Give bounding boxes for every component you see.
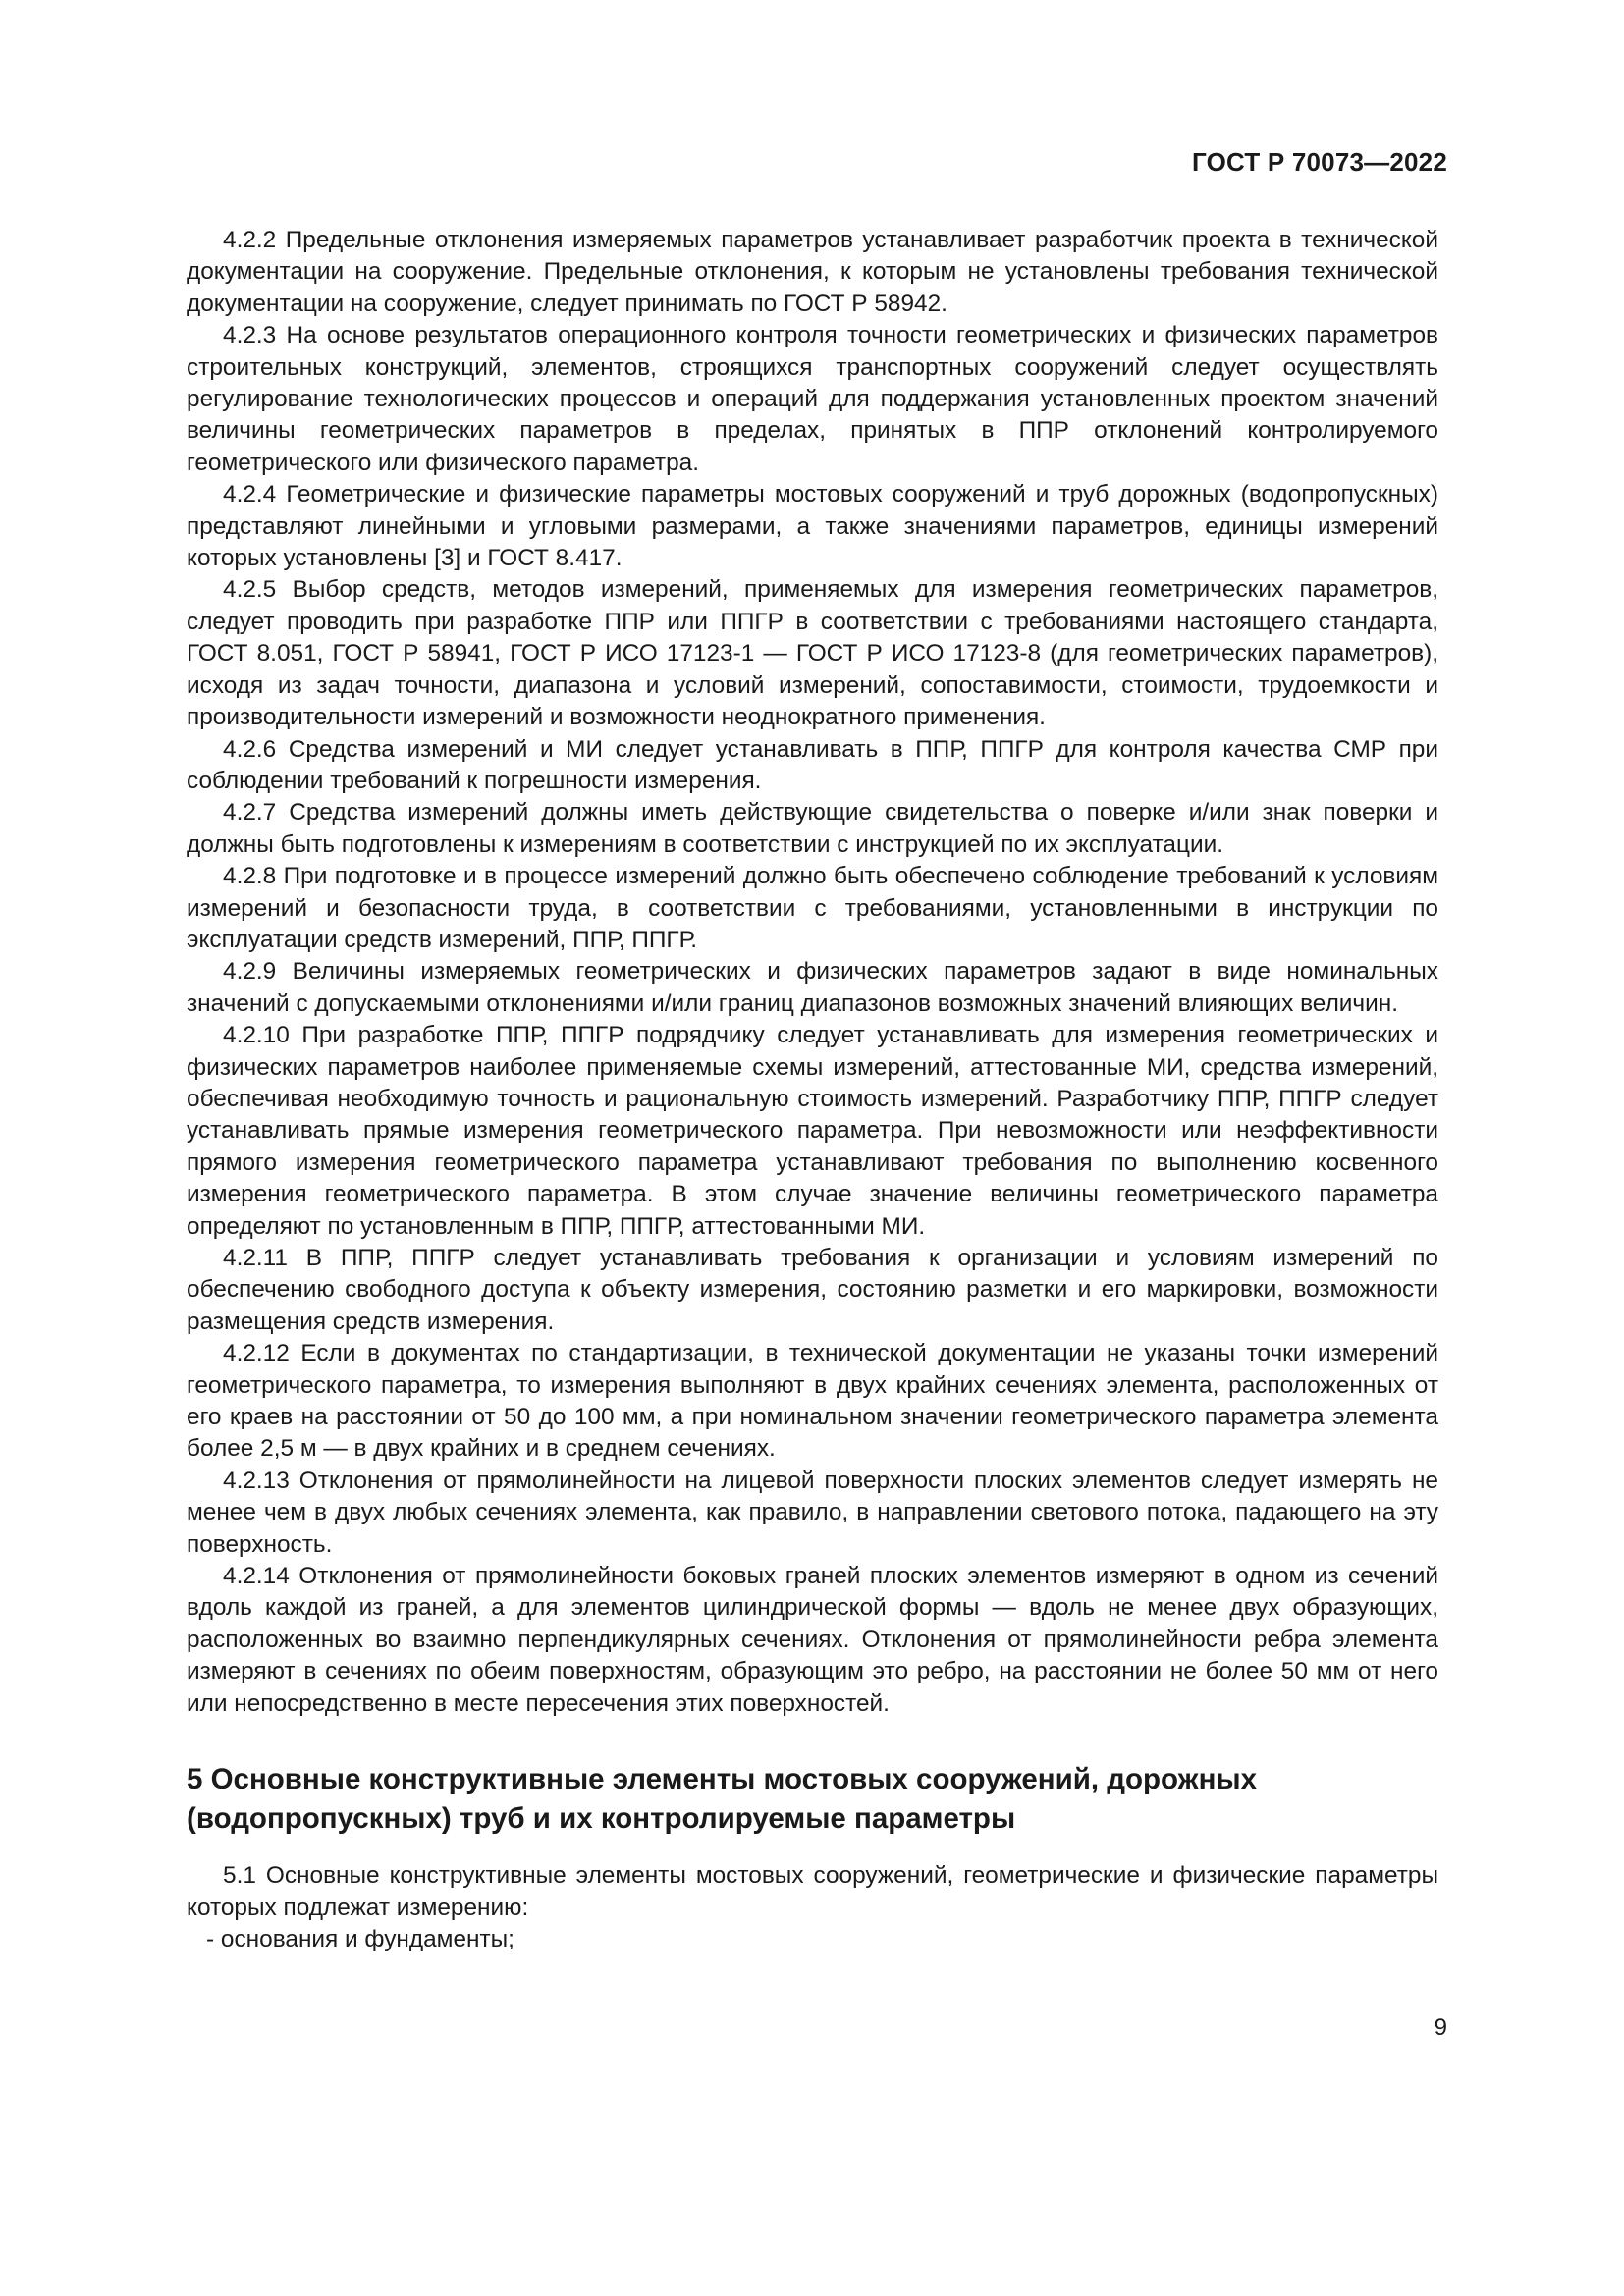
paragraph-4-2-9: 4.2.9 Величины измеряемых геометрических и физических параметров задают в виде номинальных значений с допускаемыми отклонениями и/или границ диапазонов возможных значений влияющих величин. xyxy=(187,958,1438,1017)
paragraph-4-2-8: 4.2.8 При подготовке и в процессе измерений должно быть обеспечено соблюдение требований к условиям измерений и безопасности труда, в соответствии с требованиями, установленными в инструкции по эксплуатации средств измерений, ППР, ППГР. xyxy=(187,863,1438,953)
paragraph-4-2-4: 4.2.4 Геометрические и физические параметры мостовых сооружений и труб дорожных (водопропускных) представляют линейными и угловыми размерами, а также значениями параметров, единицы измерений которых установлены [3] и ГОСТ 8.417. xyxy=(187,481,1438,572)
page-number: 9 xyxy=(1434,2014,1447,2041)
section-5-heading: 5 Основные конструктивные элементы мостовых сооружений, дорожных (водопропускных) труб и их контролируемые параметры xyxy=(187,1763,1258,1836)
paragraph-4-2-7: 4.2.7 Средства измерений должны иметь действующие свидетельства о поверке и/или знак поверки и должны быть подготовлены к измерениям в соответствии с инструкцией по их эксплуатации. xyxy=(187,799,1438,858)
list-item: - основания и фундаменты; xyxy=(206,1925,514,1952)
paragraph-4-2-11: 4.2.11 В ППР, ППГР следует устанавливать требования к организации и условиям измерений по обеспечению свободного доступа к объекту измерения, состоянию разметки и его маркировки, возможности размещения средств измерения. xyxy=(187,1245,1438,1335)
paragraph-4-2-5: 4.2.5 Выбор средств, методов измерений, применяемых для измерения геометрических параметров, следует проводить при разработке ППР или ППГР в соответствии с требованиями настоящего стандарта, ГОСТ 8.051, ГОСТ Р 58941, ГОСТ Р ИСО 17123-1 — ГОСТ Р ИСО 17123-8 (для геометрических параметров), исходя из задач точности, диапазона и условий измерений, сопоставимости, стоимости, трудоемкости и производительности измерений и возможности неоднократного применения. xyxy=(187,576,1438,731)
document-body xyxy=(187,225,1438,1955)
paragraph-5-1: 5.1 Основные конструктивные элементы мостовых сооружений, геометрические и физические параметры которых подлежат измерению: xyxy=(187,1862,1438,1921)
paragraph-4-2-3: 4.2.3 На основе результатов операционного контроля точности геометрических и физических параметров строительных конструкций, элементов, строящихся транспортных сооружений следует осуществлять регулирование технологических процессов и операций для поддержания установленных проектом значений величины геометрических параметров в пределах, принятых в ППР отклонений контролируемого геометрического или физического параметра. xyxy=(187,322,1438,476)
paragraph-4-2-2: 4.2.2 Предельные отклонения измеряемых параметров устанавливает разработчик проекта в технической документации на сооружение. Предельные отклонения, к которым не установлены требования технической документации на сооружение, следует принимать по ГОСТ Р 58942. xyxy=(187,227,1438,317)
document-code-header: ГОСТ Р 70073—2022 xyxy=(1192,147,1447,177)
paragraph-4-2-14: 4.2.14 Отклонения от прямолинейности боковых граней плоских элементов измеряют в одном из сечений вдоль каждой из граней, а для элементов цилиндрической формы — вдоль не менее двух образующих, расположенных во взаимно перпендикулярных сечениях. Отклонения от прямолинейности ребра элемента измеряют в сечениях по обеим поверхностям, образующим это ребро, на расстоянии не более 50 мм от него или непосредственно в месте пересечения этих поверхностей. xyxy=(187,1563,1438,1717)
paragraph-4-2-6: 4.2.6 Средства измерений и МИ следует устанавливать в ППР, ППГР для контроля качества СМР при соблюдении требований к погрешности измерения. xyxy=(187,735,1438,794)
paragraph-4-2-10: 4.2.10 При разработке ППР, ППГР подрядчику следует устанавливать для измерения геометрических и физических параметров наиболее применяемые схемы измерений, аттестованные МИ, средства измерений, обеспечивая необходимую точность и рациональную стоимость измерений. Разработчику ППР, ППГР следует устанавливать прямые измерения геометрического параметра. При невозможности или неэффективности прямого измерения геометрического параметра устанавливают требования по выполнению косвенного измерения геометрического параметра. В этом случае значение величины геометрического параметра определяют по установленным в ППР, ППГР, аттестованными МИ. xyxy=(187,1022,1438,1240)
paragraph-4-2-12: 4.2.12 Если в документах по стандартизации, в технической документации не указаны точки измерений геометрического параметра, то измерения выполняют в двух крайних сечениях элемента, расположенных от его краев на расстоянии от 50 до 100 мм, а при номинальном значении геометрического параметра элемента более 2,5 м — в двух крайних и в среднем сечениях. xyxy=(187,1340,1438,1463)
paragraph-4-2-13: 4.2.13 Отклонения от прямолинейности на лицевой поверхности плоских элементов следует измерять не менее чем в двух любых сечениях элемента, как правило, в направлении светового потока, падающего на эту поверхность. xyxy=(187,1467,1438,1558)
